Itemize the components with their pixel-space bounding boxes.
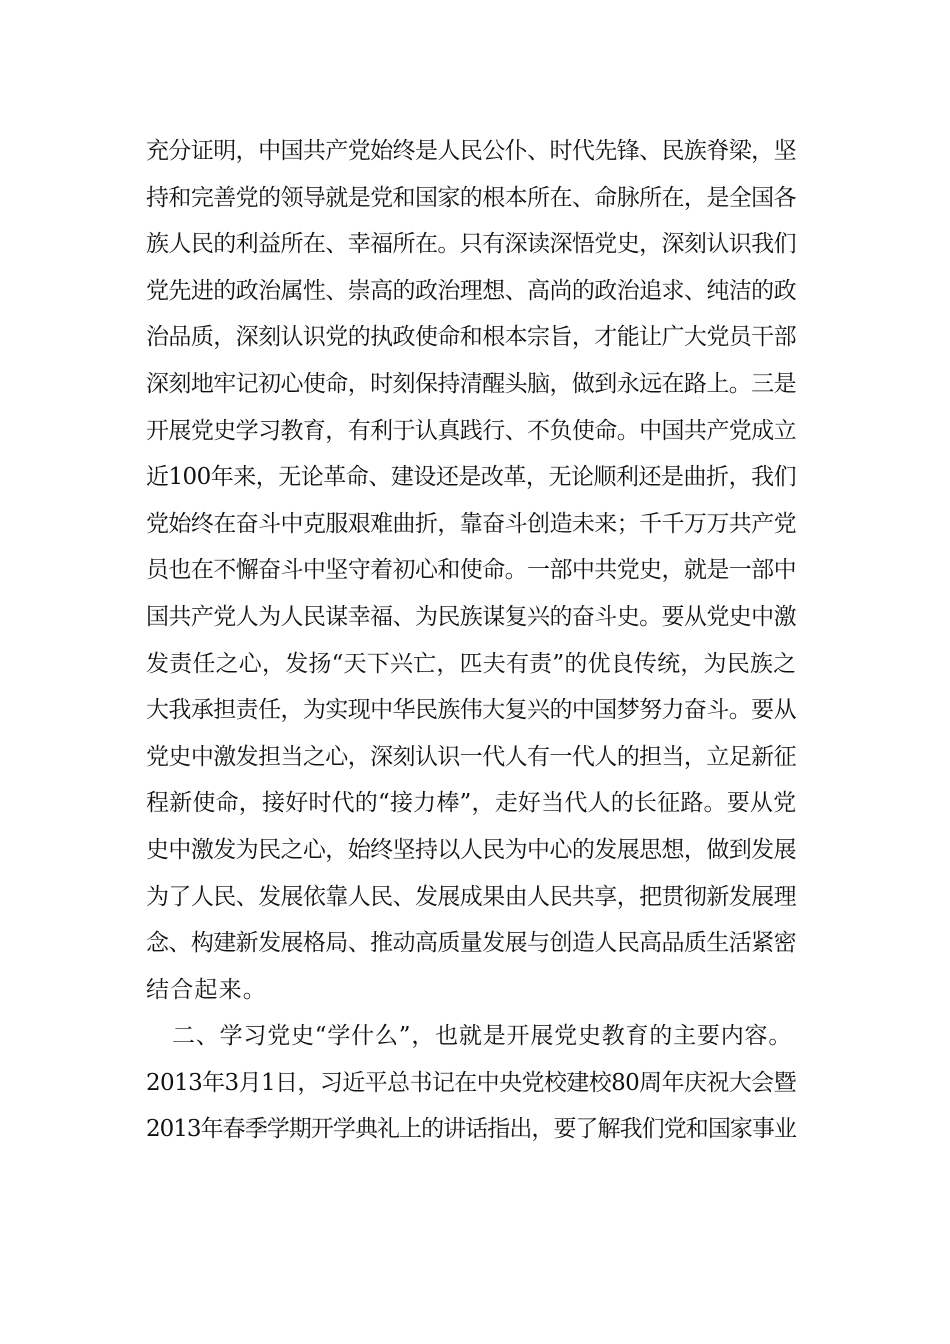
text-line: 史中激发为民之心，始终坚持以人民为中心的发展思想，做到发展 (146, 836, 796, 863)
text-line: 深刻地牢记初心使命，时刻保持清醒头脑，做到永远在路上。三是 (146, 370, 796, 397)
text-line: 党始终在奋斗中克服艰难曲折，靠奋斗创造未来；千千万万共产党 (146, 510, 796, 537)
text-line: 充分证明，中国共产党始终是人民公仆、时代先锋、民族脊梁，坚 (146, 138, 796, 164)
text-line: 2013年3月1日，习近平总书记在中央党校建校80周年庆祝大会暨 (146, 1069, 796, 1096)
text-line: 开展党史学习教育，有利于认真践行、不负使命。中国共产党成立 (146, 417, 796, 444)
section-heading-line: 二、学习党史“学什么”，也就是开展党史教育的主要内容。 (172, 1023, 793, 1050)
text-line: 大我承担责任，为实现中华民族伟大复兴的中国梦努力奋斗。要从 (146, 697, 796, 724)
text-line: 结合起来。 (146, 976, 267, 1003)
text-line: 治品质，深刻认识党的执政使命和根本宗旨，才能让广大党员干部 (146, 324, 796, 351)
body-text (146, 128, 796, 1153)
text-line: 党史中激发担当之心，深刻认识一代人有一代人的担当，立足新征 (146, 743, 796, 770)
text-line: 程新使命，接好时代的“接力棒”，走好当代人的长征路。要从党 (146, 790, 797, 817)
text-line: 为了人民、发展依靠人民、发展成果由人民共享，把贯彻新发展理 (146, 883, 796, 910)
text-line: 国共产党人为人民谋幸福、为民族谋复兴的奋斗史。要从党史中激 (146, 603, 796, 630)
text-line: 发责任之心，发扬“天下兴亡，匹夫有责”的优良传统，为民族之 (146, 650, 797, 677)
text-line: 族人民的利益所在、幸福所在。只有深读深悟党史，深刻认识我们 (146, 231, 796, 258)
text-line: 持和完善党的领导就是党和国家的根本所在、命脉所在，是全国各 (146, 184, 796, 211)
text-line: 党先进的政治属性、崇高的政治理想、高尚的政治追求、纯洁的政 (146, 277, 796, 304)
text-line: 2013年春季学期开学典礼上的讲话指出，要了解我们党和国家事业 (146, 1116, 796, 1143)
text-line: 念、构建新发展格局、推动高质量发展与创造人民高品质生活紧密 (146, 930, 796, 957)
text-line: 员也在不懈奋斗中坚守着初心和使命。一部中共党史，就是一部中 (146, 557, 796, 584)
text-line: 近100年来，无论革命、建设还是改革，无论顺利还是曲折，我们 (146, 464, 796, 491)
